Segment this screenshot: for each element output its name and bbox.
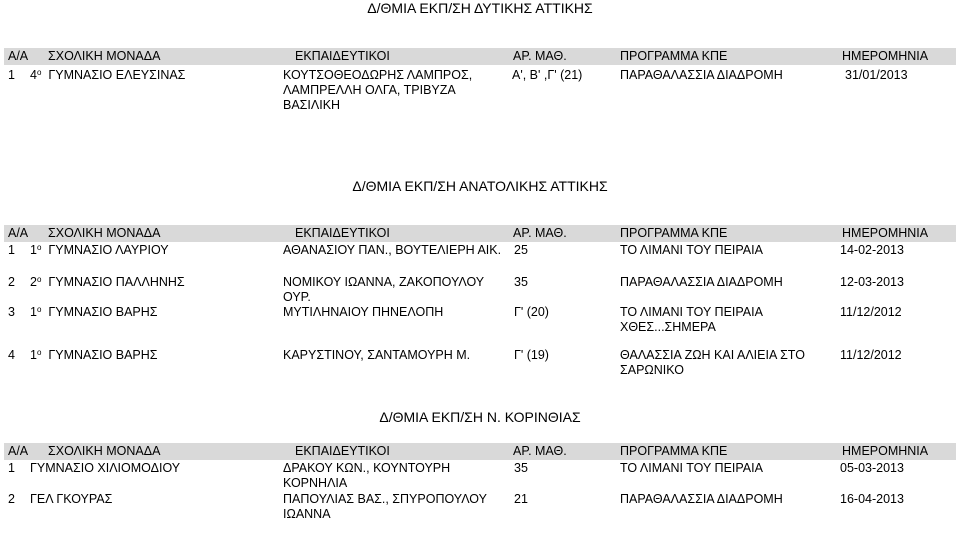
row-teachers: ΚΑΡΥΣΤΙΝΟΥ, ΣΑΝΤΑΜΟΥΡΗ Μ. — [283, 348, 471, 362]
section-title-west-attica: Δ/ΘΜΙΑ ΕΚΠ/ΣΗ ΔΥΤΙΚΗΣ ΑΤΤΙΚΗΣ — [367, 0, 593, 16]
row-date: 11/12/2012 — [840, 348, 902, 362]
row-teachers: ΑΘΑΝΑΣΙΟΥ ΠΑΝ., ΒΟΥΤΕΛΙΕΡΗ ΑΙΚ. — [283, 243, 502, 257]
row-program: ΤΟ ΛΙΜΑΝΙ ΤΟΥ ΠΕΙΡΑΙΑ — [620, 243, 763, 257]
section-title-east-attica: Δ/ΘΜΙΑ ΕΚΠ/ΣΗ ΑΝΑΤΟΛΙΚΗΣ ΑΤΤΙΚΗΣ — [352, 178, 608, 194]
row-teachers: ΚΟΥΤΣΟΘΕΟΔΩΡΗΣ ΛΑΜΠΡΟΣ, ΛΑΜΠΡΕΛΛΗ ΟΛΓΑ, ΤΡΙΒΥΖΑ ΒΑΣΙΛΙΚΗ — [283, 68, 473, 112]
header-program: ΠΡΟΓΡΑΜΜΑ ΚΠΕ — [620, 226, 728, 240]
school-number: 1 — [30, 243, 37, 257]
row-date: 11/12/2012 — [840, 305, 902, 319]
row-school — [30, 305, 158, 320]
row-teachers: ΝΟΜΙΚΟΥ ΙΩΑΝΝΑ, ΖΑΚΟΠΟΥΛΟΥ ΟΥΡ. — [283, 275, 484, 304]
header-students: ΑΡ. ΜΑΘ. — [513, 444, 567, 458]
row-aa: 3 — [8, 305, 15, 319]
header-school: ΣΧΟΛΙΚΗ ΜΟΝΑΔΑ — [48, 226, 161, 240]
row-date: 14-02-2013 — [840, 243, 904, 257]
row-students: 21 — [514, 492, 528, 506]
row-students: 35 — [514, 275, 528, 289]
row-students: 35 — [514, 461, 528, 475]
header-aa: Α/Α — [8, 444, 29, 458]
row-teachers: ΜΥΤΙΛΗΝΑΙΟΥ ΠΗΝΕΛΟΠΗ — [283, 305, 444, 319]
school-ordinal: ο — [36, 305, 42, 314]
row-date: 16-04-2013 — [840, 492, 904, 506]
row-school: ΓΕΛ ΓΚΟΥΡΑΣ — [30, 492, 113, 506]
row-program: ΤΟ ΛΙΜΑΝΙ ΤΟΥ ΠΕΙΡΑΙΑ — [620, 461, 763, 475]
row-teachers: ΠΑΠΟΥΛΙΑΣ ΒΑΣ., ΣΠΥΡΟΠΟΥΛΟΥ ΙΩΑΝΝΑ — [283, 492, 487, 521]
header-school: ΣΧΟΛΙΚΗ ΜΟΝΑΔΑ — [48, 49, 161, 63]
header-teachers: ΕΚΠΑΙΔΕΥΤΙΚΟΙ — [295, 49, 390, 63]
row-program: ΤΟ ΛΙΜΑΝΙ ΤΟΥ ΠΕΙΡΑΙΑ ΧΘΕΣ...ΣΗΜΕΡΑ — [620, 305, 763, 334]
school-ordinal: ο — [36, 275, 42, 284]
school-number: 1 — [30, 305, 37, 319]
header-students: ΑΡ. ΜΑΘ. — [513, 49, 567, 63]
header-teachers: ΕΚΠΑΙΔΕΥΤΙΚΟΙ — [295, 226, 390, 240]
school-name: ΓΥΜΝΑΣΙΟ ΠΑΛΛΗΝΗΣ — [48, 275, 185, 289]
school-ordinal: ο — [36, 243, 42, 252]
row-students: Γ' (19) — [514, 348, 549, 362]
header-aa: Α/Α — [8, 226, 29, 240]
row-date: 05-03-2013 — [840, 461, 904, 475]
header-date: ΗΜΕΡΟΜΗΝΙΑ — [842, 226, 929, 240]
header-teachers: ΕΚΠΑΙΔΕΥΤΙΚΟΙ — [295, 444, 390, 458]
row-aa: 2 — [8, 492, 15, 506]
school-name: ΓΥΜΝΑΣΙΟ ΛΑΥΡΙΟΥ — [48, 243, 169, 257]
row-date: 31/01/2013 — [845, 68, 908, 82]
row-school — [30, 243, 169, 258]
header-aa: Α/Α — [8, 49, 29, 63]
school-ordinal: ο — [36, 348, 42, 357]
school-ordinal: ο — [36, 68, 42, 77]
school-name: ΓΥΜΝΑΣΙΟ ΕΛΕΥΣΙΝΑΣ — [48, 68, 186, 82]
school-number: 1 — [30, 348, 37, 362]
row-school — [30, 348, 158, 363]
row-program: ΠΑΡΑΘΑΛΑΣΣΙΑ ΔΙΑΔΡΟΜΗ — [620, 275, 783, 289]
row-aa: 4 — [8, 348, 15, 362]
row-aa: 2 — [8, 275, 15, 289]
header-date: ΗΜΕΡΟΜΗΝΙΑ — [842, 49, 929, 63]
section-title-corinthia: Δ/ΘΜΙΑ ΕΚΠ/ΣΗ Ν. ΚΟΡΙΝΘΙΑΣ — [379, 409, 581, 425]
header-program: ΠΡΟΓΡΑΜΜΑ ΚΠΕ — [620, 444, 728, 458]
row-teachers: ΔΡΑΚΟΥ ΚΩΝ., ΚΟΥΝΤΟΥΡΗ ΚΟΡΝΗΛΙΑ — [283, 461, 451, 490]
row-aa: 1 — [8, 68, 15, 82]
header-date: ΗΜΕΡΟΜΗΝΙΑ — [842, 444, 929, 458]
row-school — [30, 275, 185, 290]
row-program: ΠΑΡΑΘΑΛΑΣΣΙΑ ΔΙΑΔΡΟΜΗ — [620, 68, 783, 82]
row-program: ΘΑΛΑΣΣΙΑ ΖΩΗ ΚΑΙ ΑΛΙΕΙΑ ΣΤΟ ΣΑΡΩΝΙΚΟ — [620, 348, 805, 377]
row-program: ΠΑΡΑΘΑΛΑΣΣΙΑ ΔΙΑΔΡΟΜΗ — [620, 492, 783, 506]
school-name: ΓΥΜΝΑΣΙΟ ΒΑΡΗΣ — [48, 348, 158, 362]
school-name: ΓΥΜΝΑΣΙΟ ΒΑΡΗΣ — [48, 305, 158, 319]
row-aa: 1 — [8, 243, 15, 257]
row-students: 25 — [514, 243, 528, 257]
school-number: 2 — [30, 275, 37, 289]
row-school — [30, 68, 185, 83]
header-school: ΣΧΟΛΙΚΗ ΜΟΝΑΔΑ — [48, 444, 161, 458]
row-school: ΓΥΜΝΑΣΙΟ ΧΙΛΙΟΜΟΔΙΟΥ — [30, 461, 181, 475]
header-program: ΠΡΟΓΡΑΜΜΑ ΚΠΕ — [620, 49, 728, 63]
row-date: 12-03-2013 — [840, 275, 904, 289]
school-number: 4 — [30, 68, 37, 82]
row-students: Α', Β' ,Γ' (21) — [512, 68, 583, 82]
row-aa: 1 — [8, 461, 15, 475]
row-students: Γ' (20) — [514, 305, 549, 319]
header-students: ΑΡ. ΜΑΘ. — [513, 226, 567, 240]
